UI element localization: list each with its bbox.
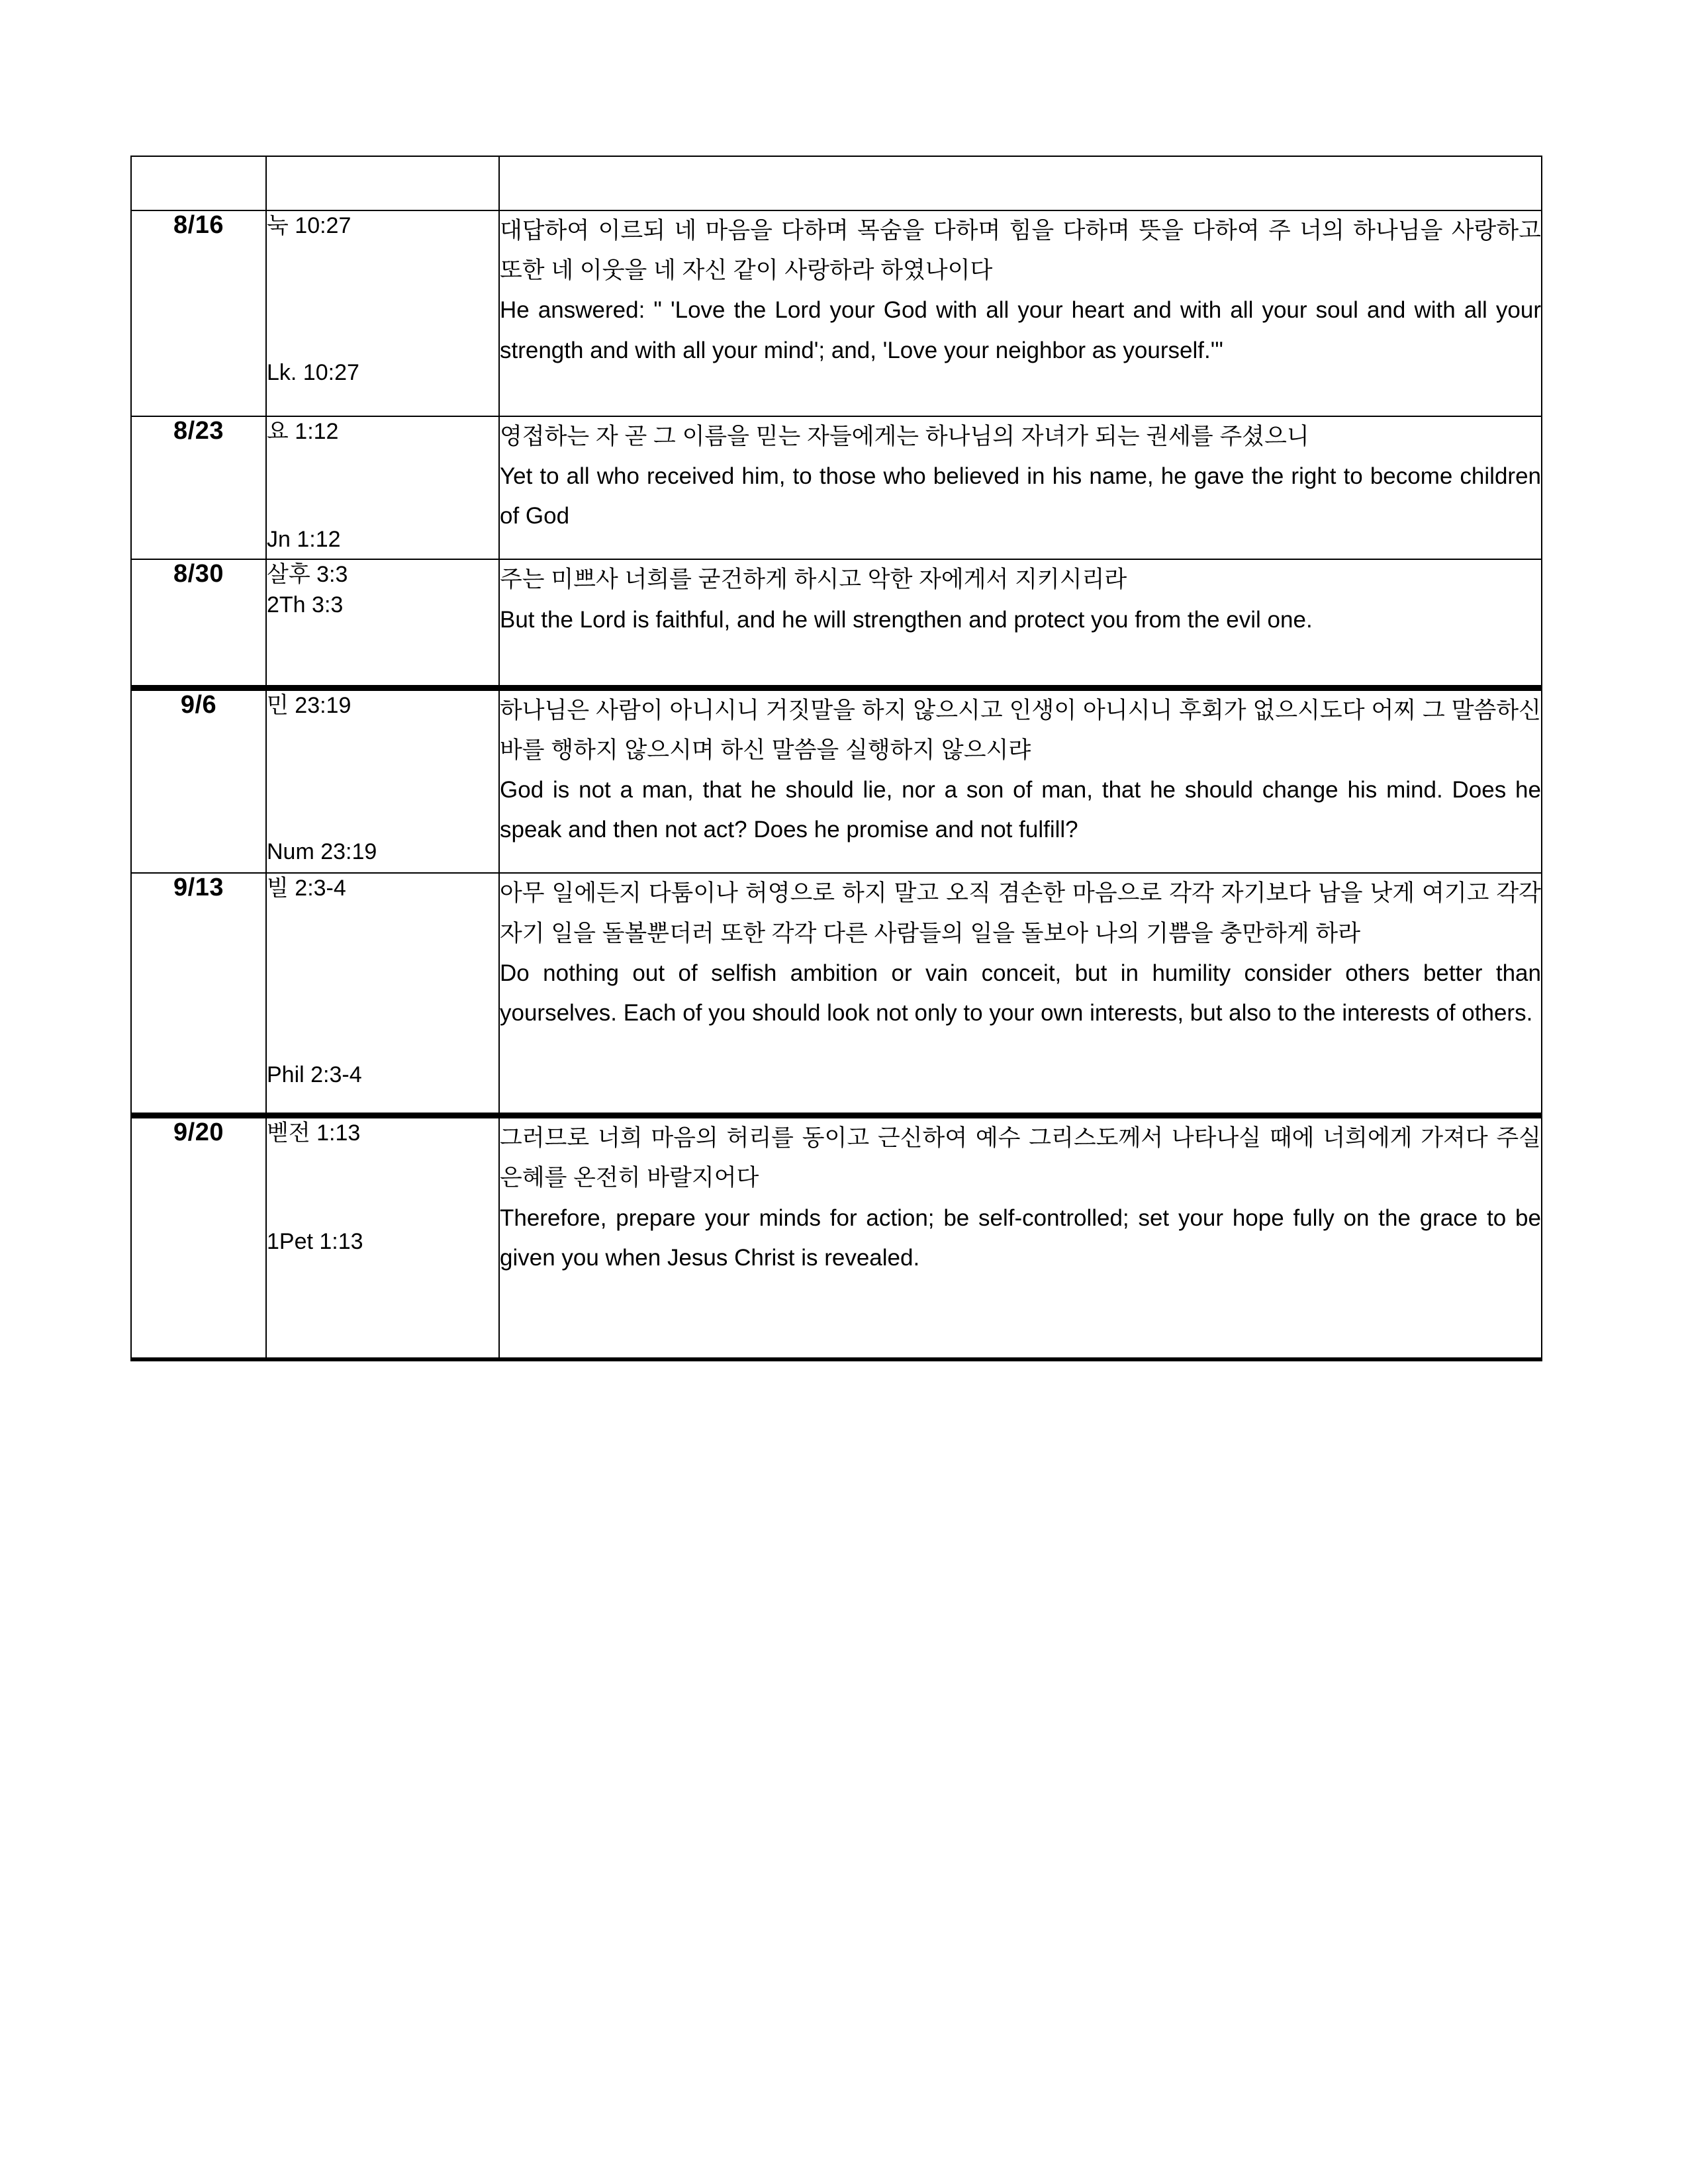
memory-verse-table [130, 156, 1542, 1361]
reference-english: Num 23:19 [267, 839, 377, 865]
table-row [131, 416, 1542, 560]
reference-english: 1Pet 1:13 [267, 1228, 363, 1254]
verse-english: Yet to all who received him, to those who believed in his name, he gave the right to become children of God [500, 463, 1541, 529]
verse-korean: 대답하여 이르되 네 마음을 다하며 목숨을 다하며 힘을 다하며 뜻을 다하여 주 너의 하나님을 사랑하고 또한 네 이웃을 네 자신 같이 사랑하라 하였나이다 [500, 218, 1541, 284]
verse-english: He answered: " 'Love the Lord your God with all your heart and with all your soul and with all your strength and with all your mind'; and, 'Love your neighbor as yourself.'" [500, 297, 1541, 363]
reference-korean: 민 23:19 [267, 692, 352, 718]
reference-korean: 눅 10:27 [267, 213, 352, 238]
reference-english: Jn 1:12 [267, 527, 341, 553]
reference-korean: 빌 2:3-4 [267, 876, 346, 901]
row-date: 9/6 [131, 688, 266, 873]
verse-english: But the Lord is faithful, and he will strengthen and protect you from the evil one. [500, 606, 1313, 633]
reference-korean: 요 1:12 [267, 418, 339, 444]
row-verse-text [499, 416, 1542, 560]
row-verse-text [499, 873, 1542, 1115]
cell-tail-spacer [500, 536, 1541, 559]
row-date: 9/20 [131, 1116, 266, 1359]
header-cell-text [499, 156, 1542, 210]
verse-english: Do nothing out of selfish ambition or vain conceit, but in humility consider others better than yourselves. Each of you should look not only to your own interests, but also to the interests of others. [500, 960, 1541, 1026]
header-cell-reference [266, 156, 499, 210]
table-row [131, 1116, 1542, 1359]
row-date: 8/16 [131, 210, 266, 416]
row-reference [266, 873, 499, 1115]
reference-spacer [267, 1149, 498, 1227]
reference-spacer [267, 721, 498, 837]
verse-korean: 하나님은 사람이 아니시니 거짓말을 하지 않으시고 인생이 아니시니 후회가 없으시도다 어찌 그 말씀하신 바를 행하지 않으시며 하신 말씀을 실행하지 않으시랴 [500, 697, 1541, 763]
reference-english: Lk. 10:27 [267, 359, 359, 385]
row-reference [266, 416, 499, 560]
verse-korean: 그러므로 너희 마음의 허리를 동이고 근신하여 예수 그리스도께서 나타나실 때에 너희에게 가져다 주실 은혜를 온전히 바랄지어다 [500, 1125, 1541, 1191]
reference-spacer [267, 447, 498, 525]
cell-tail-spacer [500, 371, 1541, 416]
table-header-row [131, 156, 1542, 210]
row-date: 8/30 [131, 559, 266, 688]
reference-spacer [267, 242, 498, 358]
verse-korean: 영접하는 자 곧 그 이름을 믿는 자들에게는 하나님의 자녀가 되는 권세를 주셨으니 [500, 423, 1309, 449]
verse-korean: 주는 미쁘사 너희를 굳건하게 하시고 악한 자에게서 지키시리라 [500, 567, 1127, 593]
row-date: 9/13 [131, 873, 266, 1115]
verse-korean: 아무 일에든지 다툼이나 허영으로 하지 말고 오직 겸손한 마음으로 각각 자기보다 남을 낫게 여기고 각각 자기 일을 돌볼뿐더러 또한 각각 다른 사람들의 일을 돌보아 나의 기쁨을 충만하게 하라 [500, 880, 1541, 946]
reference-english: 2Th 3:3 [267, 592, 344, 617]
cell-tail-spacer [500, 640, 1541, 685]
reference-spacer [267, 904, 498, 1060]
reference-english: Phil 2:3-4 [267, 1062, 362, 1087]
table-body [131, 156, 1542, 1359]
table-row [131, 210, 1542, 416]
row-reference [266, 688, 499, 873]
table-row [131, 873, 1542, 1115]
reference-korean: 살후 3:3 [267, 562, 348, 588]
cell-tail-spacer [500, 850, 1541, 872]
row-verse-text [499, 1116, 1542, 1359]
table-row [131, 559, 1542, 688]
row-verse-text [499, 210, 1542, 416]
row-date: 8/23 [131, 416, 266, 560]
cell-tail-spacer [500, 1033, 1541, 1113]
verse-english: God is not a man, that he should lie, nor a son of man, that he should change his mind. Does he speak and then not act? Does he promise and not fulfill? [500, 777, 1541, 843]
row-reference [266, 1116, 499, 1359]
row-verse-text [499, 559, 1542, 688]
header-cell-date [131, 156, 266, 210]
row-reference [266, 210, 499, 416]
row-verse-text [499, 688, 1542, 873]
row-reference [266, 559, 499, 688]
reference-korean: 벧전 1:13 [267, 1120, 361, 1146]
table-row [131, 688, 1542, 873]
verse-english: Therefore, prepare your minds for action; be self-controlled; set your hope fully on the grace to be given you when Jesus Christ is revealed. [500, 1205, 1541, 1271]
cell-tail-spacer [500, 1278, 1541, 1357]
